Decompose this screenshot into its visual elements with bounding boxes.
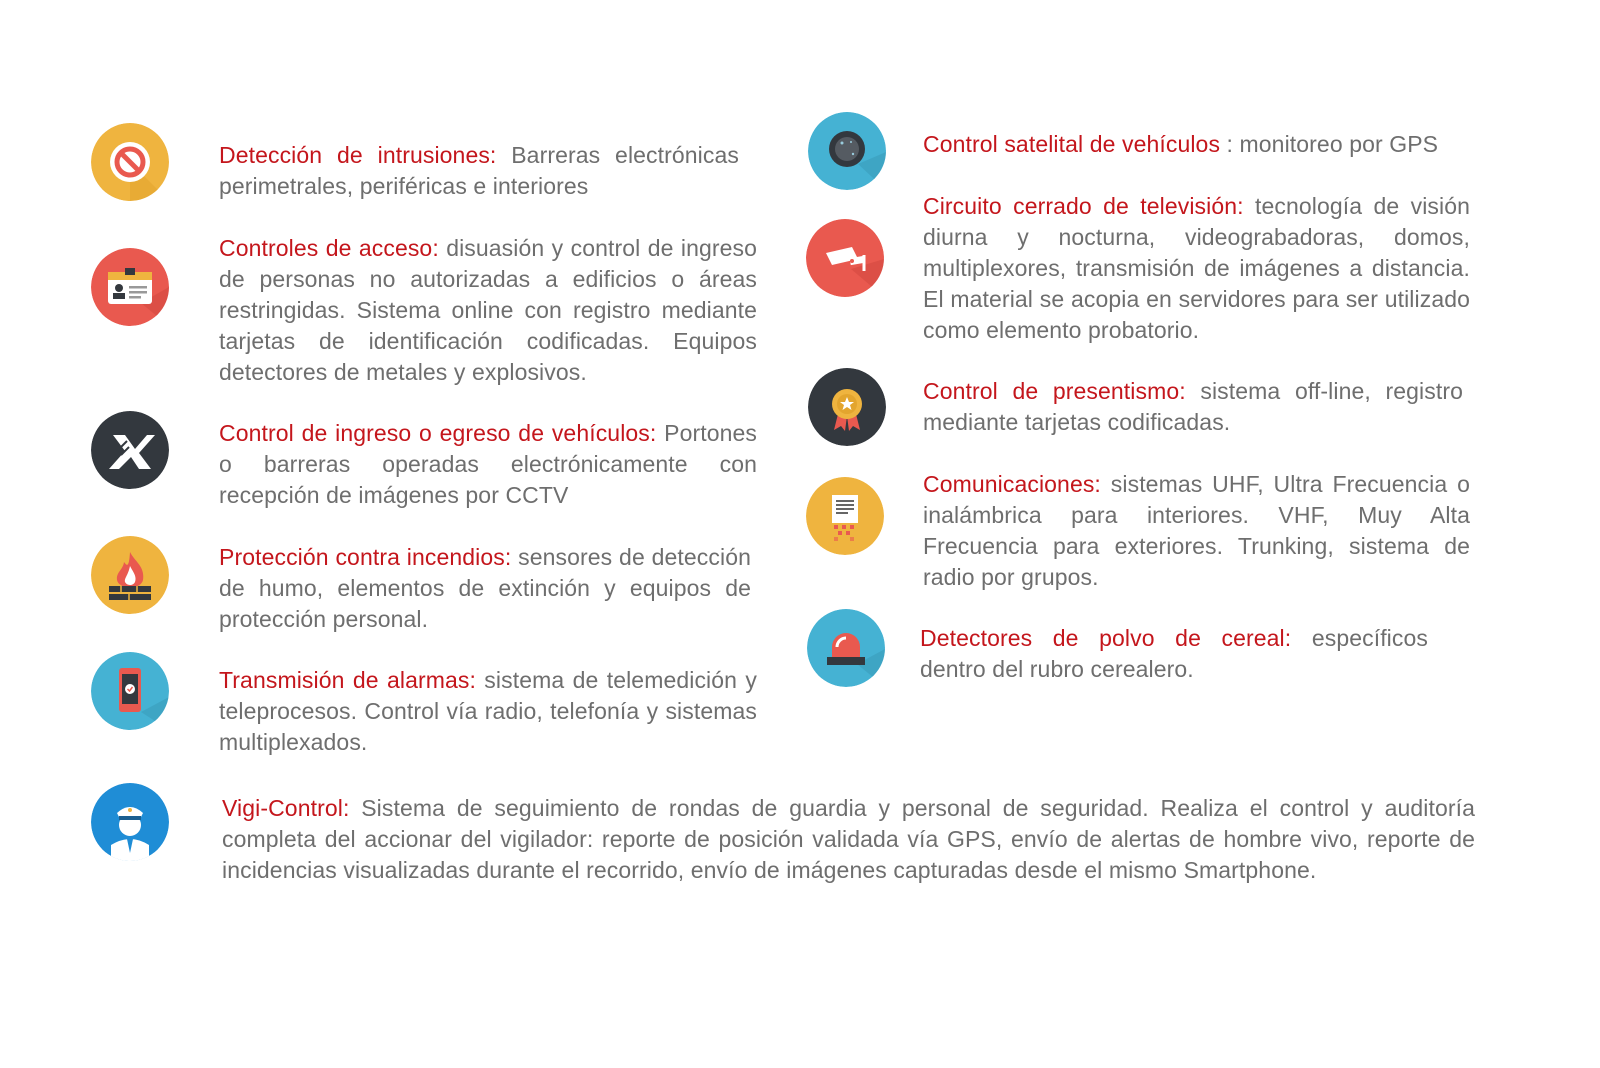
badge-icon [808,368,886,446]
item-term: Detección de intrusiones: [219,142,497,168]
item-term: Control de ingreso o egreso de vehículos: [219,420,657,446]
barrier-icon [91,411,169,489]
item-term: Vigi-Control: [222,795,350,821]
prohibited-icon [91,123,169,201]
item-description: tecnología de visión diurna y nocturna, videograbadoras, domos, multiplexores, transmisión de imágenes a distancia. El material se acopia en servidores para ser utilizado como elemento probatorio. [923,193,1470,343]
item-term: Control satelital de vehículos [923,131,1221,157]
cctv-camera-icon [806,219,884,297]
item-description: específicos dentro del rubro cerealero. [920,625,1428,682]
item-description: sensores de detección de humo, elementos de extinción y equipos de protección personal. [219,544,751,632]
item-term: Comunicaciones: [923,471,1101,497]
smartphone-icon [91,652,169,730]
item-term: Protección contra incendios: [219,544,512,570]
item-description: : monitoreo por GPS [1220,131,1439,157]
item-description: Barreras electrónicas perimetrales, periféricas e interiores [219,142,739,199]
item-description: sistemas UHF, Ultra Frecuencia o inalámbrica para interiores. VHF, Muy Alta Frecuencia para exteriores. Trunking, sistema de radio por grupos. [923,471,1470,590]
item-description: disuasión y control de ingreso de personas no autorizadas a edificios o áreas restringidas. Sistema online con registro mediante tarjetas de identificación codificadas. Equipos detectores de metales y explosivos. [219,235,757,385]
item-term: Controles de acceso: [219,235,439,261]
item-description: Portones o barreras operadas electrónicamente con recepción de imágenes por CCTV [219,420,757,508]
item-description: sistema de telemedición y teleprocesos. Control vía radio, telefonía y sistemas multiplexados. [219,667,757,755]
item-term: Control de presentismo: [923,378,1186,404]
satellite-icon [808,112,886,190]
fire-icon [91,536,169,614]
item-term: Detectores de polvo de cereal: [920,625,1292,651]
siren-icon [807,609,885,687]
document-signal-icon [806,477,884,555]
item-description: sistema off-line, registro mediante tarjetas codificadas. [923,378,1463,435]
item-description: Sistema de seguimiento de rondas de guardia y personal de seguridad. Realiza el control y auditoría completa del accionar del vigilador: reporte de posición validada vía GPS, envío de alertas de hombre vivo, reporte de incidencias visualizadas durante el recorrido, envío de imágenes capturadas desde el mismo Smartphone. [222,795,1475,883]
item-term: Transmisión de alarmas: [219,667,476,693]
guard-icon [91,783,169,861]
id-card-icon [91,248,169,326]
item-term: Circuito cerrado de televisión: [923,193,1244,219]
